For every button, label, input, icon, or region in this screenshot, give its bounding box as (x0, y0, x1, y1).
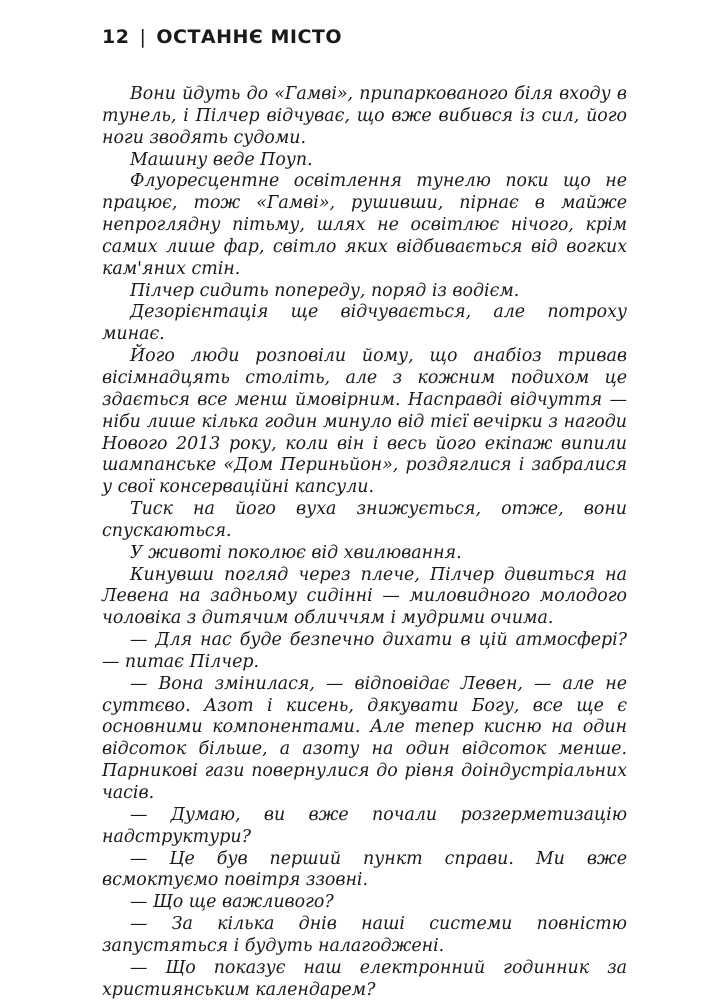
paragraph: — Що ще важливого? (130, 892, 334, 913)
paragraph: — Що показує наш електронний годинник за християнським календарем? (102, 957, 627, 1000)
header-separator: | (139, 26, 147, 48)
paragraph: Кинувши погляд через плече, Пілчер дивиться на Левена на задньому сидінні — миловидного молодого чоловіка з дитячим обличчям і мудрими очима. (102, 564, 627, 629)
paragraph: Тиск на його вуха знижується, отже, вони спускаються. (102, 499, 627, 541)
paragraph: Його люди розповіли йому, що анабіоз тривав вісімнадцять століть, але з кожним подихом це здається все менш ймовірним. Насправді відчуття — ніби лише кілька годин минуло від тієї вечірки з нагоди Нового 2013 року, коли він і весь його екіпаж випили шампанське «Дом Периньйон», роздяглися і забралися у свої консерваційні капсули. (102, 346, 627, 498)
paragraph: — Вона змінилася, — відповідає Левен, — але не суттєво. Азот і кисень, дякувати Богу, все ще є основними компонентами. Але тепер кисню на один відсоток більше, а азоту на один відсоток менше. Парникові гази повернулися до рівня доіндустріальних часів. (102, 673, 627, 803)
body-text (102, 84, 627, 1001)
paragraph: Флуоресцентне освітлення тунелю поки що не працює, тож «Гамві», рушивши, пірнає в майже непроглядну пітьму, шлях не освітлює нічого, крім самих лише фар, світло яких відбивається від вогких кам'яних стін. (102, 171, 627, 279)
paragraph: — Думаю, ви вже почали розгерметизацію надструктури? (102, 804, 627, 847)
book-title: ОСТАННЄ МІСТО (156, 26, 343, 48)
paragraph: У животі поколює від хвилювання. (130, 542, 462, 563)
page-number: 12 (102, 26, 130, 48)
paragraph: Пілчер сидить попереду, поряд із водієм. (130, 280, 520, 301)
paragraph: Вони йдуть до «Гамві», припаркованого біля входу в тунель, і Пілчер відчуває, що вже вибився із сил, його ноги зводять судоми. (102, 84, 627, 148)
paragraph: Машину веде Поуп. (130, 149, 313, 170)
running-header (102, 26, 342, 48)
paragraph: — Це був перший пункт справи. Ми вже всмоктуємо повітря ззовні. (102, 848, 627, 891)
paragraph: — За кілька днів наші системи повністю запустяться і будуть налагоджені. (102, 914, 627, 956)
paragraph: Дезорієнтація ще відчувається, але потроху минає. (102, 302, 627, 345)
paragraph: — Для нас буде безпечно дихати в цій атмосфері? — питає Пілчер. (102, 630, 627, 672)
